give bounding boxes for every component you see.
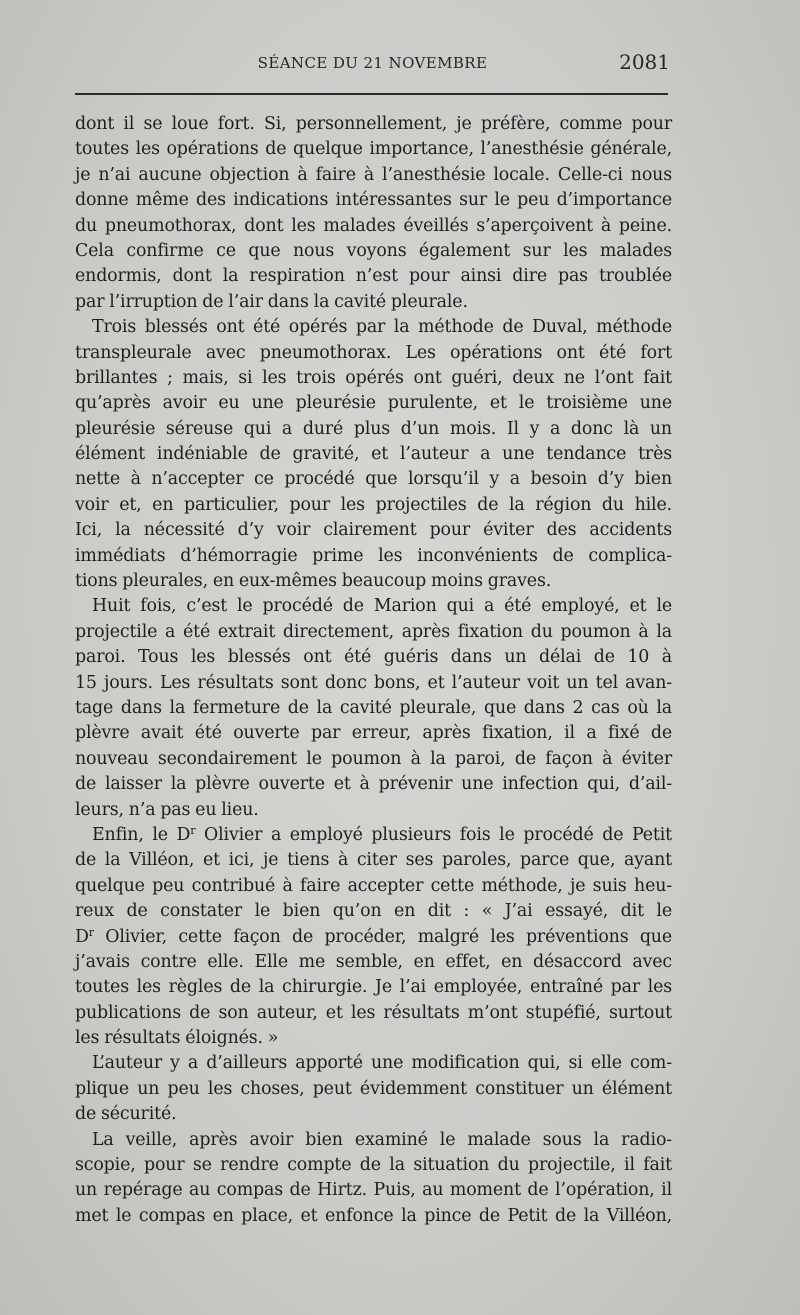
text-line: paroi. Tous les blessés ont été guéris dans un délai de 10 à [75,647,672,668]
text-fragment: D [75,926,89,947]
superscript: r [190,823,196,837]
running-title: SÉANCE DU 21 NOVEMBRE [257,54,488,72]
text-line: je n’ai aucune objection à faire à l’anesthésie locale. Celle-ci nous [75,164,672,185]
text-line: plèvre avait été ouverte par erreur, après fixation, il a fixé de [75,723,672,744]
text-line: L’auteur y a d’ailleurs apporté une modification qui, si elle com- [92,1053,672,1074]
text-line: les résultats éloignés. » [75,1028,279,1049]
text-line: qu’après avoir eu une pleurésie purulente, et le troisième une [75,393,672,414]
text-line: brillantes ; mais, si les trois opérés ont guéri, deux ne l’ont fait [75,367,672,388]
text-line: projectile a été extrait directement, après fixation du poumon à la [75,621,672,642]
text-line [75,925,672,950]
text-line: Huit fois, c’est le procédé de Marion qui a été employé, et le [92,596,672,617]
text-line: scopie, pour se rendre compte de la situation du projectile, il fait [75,1155,672,1176]
text-line: leurs, n’a pas eu lieu. [75,799,259,820]
text-line: nouveau secondairement le poumon à la paroi, de façon à éviter [75,748,672,769]
text-line: du pneumothorax, dont les malades éveillés s’aperçoivent à peine. [75,215,672,236]
text-line: élément indéniable de gravité, et l’auteur a une tendance très [75,444,672,465]
text-line: dont il se loue fort. Si, personnellement, je préfère, comme pour [75,114,672,134]
text-line: La veille, après avoir bien examiné le malade sous la radio- [92,1129,672,1150]
text-line: un repérage au compas de Hirtz. Puis, au moment de l’opération, il [75,1180,672,1201]
text-line: j’avais contre elle. Elle me semble, en effet, en désaccord avec [75,951,672,972]
text-line: pleurésie séreuse qui a duré plus d’un mois. Il y a donc là un [75,418,672,439]
text-line: 15 jours. Les résultats sont donc bons, et l’auteur voit un tel avan- [75,672,672,693]
text-line: toutes les opérations de quelque importance, l’anesthésie générale, [75,139,672,160]
text-line: par l’irruption de l’air dans la cavité pleurale. [75,291,468,312]
text-line: endormis, dont la respiration n’est pour ainsi dire pas troublée [75,266,672,287]
page-number: 2081 [619,50,670,74]
text-line: de sécurité. [75,1104,177,1125]
text-line [75,823,672,848]
text-line: de la Villéon, et ici, je tiens à citer ses paroles, parce que, ayant [75,850,672,871]
text-fragment: Olivier, cette façon de procéder, malgré les préventions que [93,926,672,947]
text-line: reux de constater le bien qu’on en dit : « J’ai essayé, dit le [75,901,672,922]
text-line: tage dans la fermeture de la cavité pleurale, que dans 2 cas où la [75,697,672,718]
text-line: publications de son auteur, et les résultats m’ont stupéfié, surtout [75,1002,672,1023]
text-line: transpleurale avec pneumothorax. Les opérations ont été fort [75,342,672,363]
text-line: tions pleurales, en eux-mêmes beaucoup moins graves. [75,571,552,592]
body-text [75,112,672,1229]
superscript: r [88,925,94,939]
text-line: met le compas en place, et enfonce la pince de Petit de la Villéon, [75,1205,672,1226]
header-rule [75,93,668,95]
text-line: plique un peu les choses, peut évidemment constituer un élément [75,1078,672,1099]
text-line: immédiats d’hémorragie prime les inconvénients de complica- [75,545,672,566]
text-line: de laisser la plèvre ouverte et à prévenir une infection qui, d’ail- [75,774,672,795]
text-line: Trois blessés ont été opérés par la méthode de Duval, méthode [92,317,672,338]
text-line: donne même des indications intéressantes sur le peu d’importance [75,190,672,211]
text-line: toutes les règles de la chirurgie. Je l’ai employée, entraîné par les [75,977,672,998]
text-line: nette à n’accepter ce procédé que lorsqu’il y a besoin d’y bien [75,469,672,490]
text-line: quelque peu contribué à faire accepter cette méthode, je suis heu- [75,875,672,896]
running-head [75,50,670,80]
text-line: Cela confirme ce que nous voyons également sur les malades [75,240,672,261]
text-line: Ici, la nécessité d’y voir clairement pour éviter des accidents [75,520,672,541]
text-line: voir et, en particulier, pour les projectiles de la région du hile. [75,494,672,515]
text-fragment: Olivier a employé plusieurs fois le procédé de Petit [195,824,672,845]
text-fragment: Enfin, le D [92,824,191,845]
